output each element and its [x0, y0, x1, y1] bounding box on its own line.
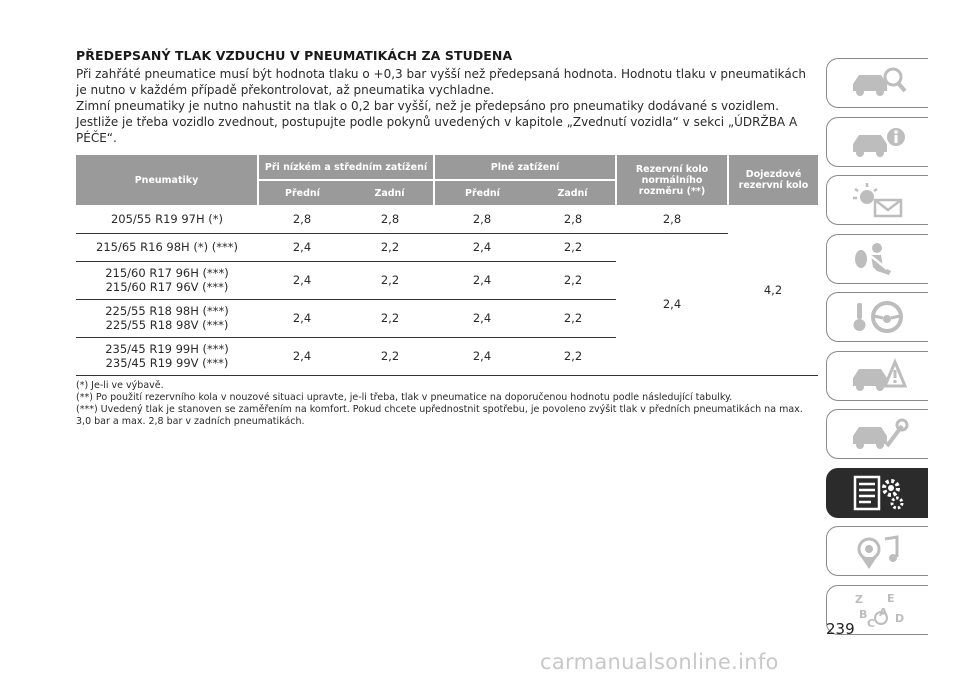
full-front-value: 2,8: [434, 205, 530, 233]
temporary-spare-value: 4,2: [728, 205, 818, 375]
tab-servicing-maintenance[interactable]: [826, 409, 928, 459]
spare-value-rest: 2,4: [616, 233, 728, 375]
alphabetical-index-icon: [847, 590, 909, 630]
header-low-rear: Zadní: [346, 180, 434, 205]
tab-getting-started[interactable]: [826, 117, 928, 167]
airbag-seat-icon: [847, 239, 909, 279]
chapter-index-tabs: [826, 58, 928, 643]
car-emergency-icon: [847, 356, 909, 396]
tab-multimedia[interactable]: [826, 526, 928, 576]
tyre-size: [76, 337, 258, 375]
tyre-pressure-table: [76, 155, 818, 376]
full-front-value: 2,4: [434, 299, 530, 337]
header-full-front: Přední: [434, 180, 530, 205]
car-info-icon: [847, 122, 909, 162]
footnote-2: (**) Po použití rezervního kola v nouzové situaci upravte, je-li třeba, tlak v pneumatice na doporučenou hodnotu podle následující tabulky.: [76, 392, 733, 403]
full-rear-value: 2,2: [530, 299, 616, 337]
car-service-icon: [847, 414, 909, 454]
low-front-value: 2,8: [258, 205, 346, 233]
low-rear-value: 2,2: [346, 261, 434, 299]
header-full-rear: Zadní: [530, 180, 616, 205]
footnote-3: (***) Uvedený tlak je stanoven se zaměřením na komfort. Pokud chcete upřednostnit spotřebu, je povoleno zvýšit tlak v předních pneumatikách na max. 3,0 bar a max. 2,8 bar v zadních pneumatikách.: [76, 404, 803, 427]
full-front-value: 2,4: [434, 337, 530, 375]
full-front-value: 2,4: [434, 261, 530, 299]
start-steering-icon: [847, 297, 909, 337]
header-full-load: Plné zatížení: [434, 155, 616, 180]
tab-in-an-emergency[interactable]: [826, 351, 928, 401]
low-rear-value: 2,2: [346, 299, 434, 337]
tyre-size: 215/65 R16 98H (*) (***): [76, 233, 258, 261]
low-front-value: 2,4: [258, 261, 346, 299]
tab-starting-driving[interactable]: [826, 292, 928, 342]
table-row: [76, 205, 818, 233]
footnote-1: (*) Je-li ve výbavě.: [76, 380, 164, 391]
low-front-value: 2,4: [258, 337, 346, 375]
car-search-icon: [847, 63, 909, 103]
svg-text:D: D: [894, 611, 904, 625]
watermark: carmanualsonline.info: [540, 650, 779, 674]
svg-text:Z: Z: [854, 592, 863, 606]
tyre-size: 205/55 R19 97H (*): [76, 205, 258, 233]
full-rear-value: 2,2: [530, 233, 616, 261]
tyre-size-h: 235/45 R19 99H (***): [105, 342, 229, 356]
tyre-size: [76, 299, 258, 337]
header-low-front: Přední: [258, 180, 346, 205]
header-temporary-spare: Dojezdové rezervní kolo: [728, 155, 818, 205]
tyre-size-h: 225/55 R18 98H (***): [105, 304, 229, 318]
full-front-value: 2,4: [434, 233, 530, 261]
tab-safety[interactable]: [826, 234, 928, 284]
technical-data-icon: [847, 473, 909, 513]
full-rear-value: 2,2: [530, 261, 616, 299]
footnotes: [76, 380, 818, 428]
header-tyres: Pneumatiky: [76, 155, 258, 205]
main-text: [76, 48, 818, 146]
paragraph-winter-tyre: Zimní pneumatiky je nutno nahustit na tlak o 0,2 bar vyšší, než je předepsáno pro pneumatiky dodávané s vozidlem.: [76, 99, 779, 113]
page-number: 239: [826, 620, 855, 638]
tab-dashboard-knowledge[interactable]: [826, 58, 928, 108]
svg-text:C: C: [866, 616, 875, 630]
tyre-size-h: 215/60 R17 96H (***): [105, 266, 229, 280]
tab-warning-lights[interactable]: [826, 175, 928, 225]
tyre-size: [76, 261, 258, 299]
tyre-size-v: 235/45 R19 99V (***): [105, 356, 229, 370]
warning-lights-icon: [847, 180, 909, 220]
low-rear-value: 2,2: [346, 233, 434, 261]
section-heading: PŘEDEPSANÝ TLAK VZDUCHU V PNEUMATIKÁCH ZA STUDENA: [76, 48, 513, 63]
svg-text:E: E: [886, 591, 895, 605]
header-spare-wheel: Rezervní kolo normálního rozměru (**): [616, 155, 728, 205]
low-rear-value: 2,2: [346, 337, 434, 375]
tyre-size-v: 225/55 R18 98V (***): [105, 318, 229, 332]
multimedia-icon: [847, 531, 909, 571]
paragraph-warm-tyre: Při zahřáté pneumatice musí být hodnota tlaku o +0,3 bar vyšší než předepsaná hodnota. Hodnotu tlaku v pneumatikách je nutno v každém případě překontrolovat, až pneumatika vychladne.: [76, 67, 806, 97]
paragraph-lifting: Jestliže je třeba vozidlo zvednout, postupujte podle pokynů uvedených v kapitole „Zvednutí vozidla“ v sekci „ÚDRŽBA A PÉČE“.: [76, 115, 798, 145]
low-front-value: 2,4: [258, 299, 346, 337]
header-low-load: Při nízkém a středním zatížení: [258, 155, 434, 180]
full-rear-value: 2,2: [530, 337, 616, 375]
tab-technical-specifications[interactable]: [826, 468, 928, 518]
svg-text:B: B: [858, 607, 867, 621]
tyre-size-v: 215/60 R17 96V (***): [105, 280, 229, 294]
full-rear-value: 2,8: [530, 205, 616, 233]
svg-text:A: A: [878, 605, 888, 619]
spare-value-first: 2,8: [616, 205, 728, 233]
low-front-value: 2,4: [258, 233, 346, 261]
low-rear-value: 2,8: [346, 205, 434, 233]
table-row: [76, 233, 818, 261]
